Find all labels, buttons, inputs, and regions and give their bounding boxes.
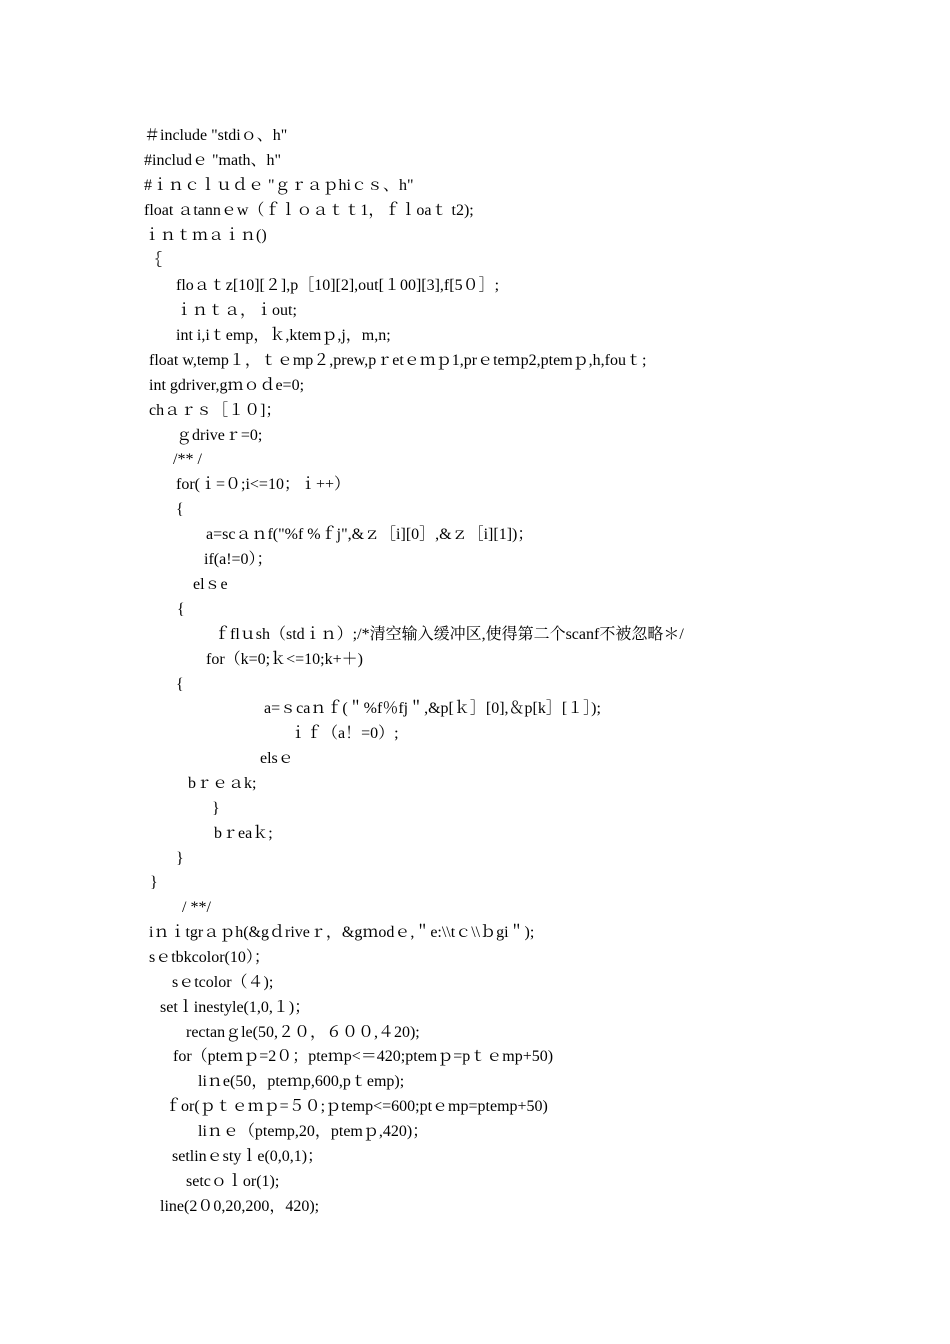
code-line: chａｒｓ［１０]； — [149, 402, 282, 419]
code-line: for（k=0;ｋ<=10;k+＋) — [206, 651, 363, 668]
code-line: floａｔz[10][２],p［10][2],out[１00][3],f[5０］; — [176, 277, 500, 294]
code-line: float w,temp１，ｔｅmp２,prew,pｒetｅｍｐ1,prｅteｍp2,ptemｐ,h,fouｔ; — [149, 352, 647, 369]
code-line: bｒｅａk; — [188, 775, 257, 792]
code-line: } — [150, 874, 158, 891]
code-line: if(a!=0）； — [204, 551, 273, 568]
code-line: /** / — [173, 451, 202, 468]
code-line: int i,iｔemp，ｋ,ktemｐ,j，m,n; — [176, 327, 391, 344]
code-line: ｆflｕsh（stdｉｎ）;/*清空输入缓冲区,使得第二个scanf不被忽略＊/ — [214, 626, 684, 643]
code-line: rectanｇle(50,２０，６００,４20); — [186, 1024, 420, 1041]
code-line: iｎｉtgrａｐh(&gｄriveｒ，&gｍodｅ,＂e:\\tｃ\\ｂgi＂); — [149, 924, 535, 941]
code-line: for（pteｍｐ=2０；pteｍp<＝420;ptemｐ=pｔｅmp+50) — [173, 1048, 554, 1065]
code-line: sｅtcolor（４); — [172, 974, 274, 991]
code-line: { — [176, 501, 184, 518]
code-line: liｎe(50，pteｍp,600,pｔemp); — [198, 1073, 405, 1090]
code-line: line(2０0,20,200，420); — [160, 1198, 320, 1215]
code-line: float ａtannｅw（ｆｌｏａｔｔ1，ｆｌoaｔ t2); — [144, 202, 474, 219]
code-line: setｌinestyle(1,0,１)； — [160, 999, 311, 1016]
code-line: bｒeaｋ; — [214, 825, 273, 842]
code-line: ｉｎｔｍａｉｎ() — [144, 227, 267, 244]
code-line: setlinｅstyｌe(0,0,1)； — [172, 1148, 324, 1165]
code-line: setcｏｌor(1); — [186, 1173, 280, 1190]
code-line: elｓe — [193, 576, 228, 593]
code-line: ｛ — [146, 252, 163, 269]
code-line: for(ｉ=０;i<=10；ｉ++） — [176, 476, 350, 493]
code-line: ｉｆ（a！=0）; — [290, 725, 399, 742]
code-line: a=ｓcaｎｆ(＂%f％fj＂,&p[ｋ］[0],＆p[k］[１］); — [264, 700, 601, 717]
code-line: elsｅ — [260, 750, 294, 767]
code-line: ＃include "stdiｏ、h" — [144, 127, 288, 144]
code-line: #includｅ "math、h" — [144, 152, 282, 169]
code-line: { — [177, 601, 185, 618]
code-line: { — [176, 676, 184, 693]
code-line: / **/ — [182, 899, 211, 916]
code-line: } — [212, 800, 220, 817]
code-line: int gdriver,gｍｏｄe=0; — [149, 377, 305, 394]
code-line: } — [176, 850, 184, 867]
code-line: sｅtbkcolor(10）； — [149, 949, 270, 966]
code-line: ｉｎｔａ，ｉout; — [176, 302, 297, 319]
code-line: liｎｅ（ptemp,20，ptemｐ,420)； — [198, 1123, 429, 1140]
code-line: #ｉｎｃｌｕｄｅ "ｇｒａｐhiｃｓ、h" — [144, 177, 414, 194]
code-line: ｆor(ｐｔｅｍｐ=５０;ｐtemp<=600;ptｅmp=ptemp+50) — [165, 1098, 548, 1115]
code-line: ｇdriveｒ=0; — [176, 427, 263, 444]
code-line: a=scａｎf("%f %ｆj",&ｚ［i][0］,&ｚ［i][1])； — [206, 526, 534, 543]
